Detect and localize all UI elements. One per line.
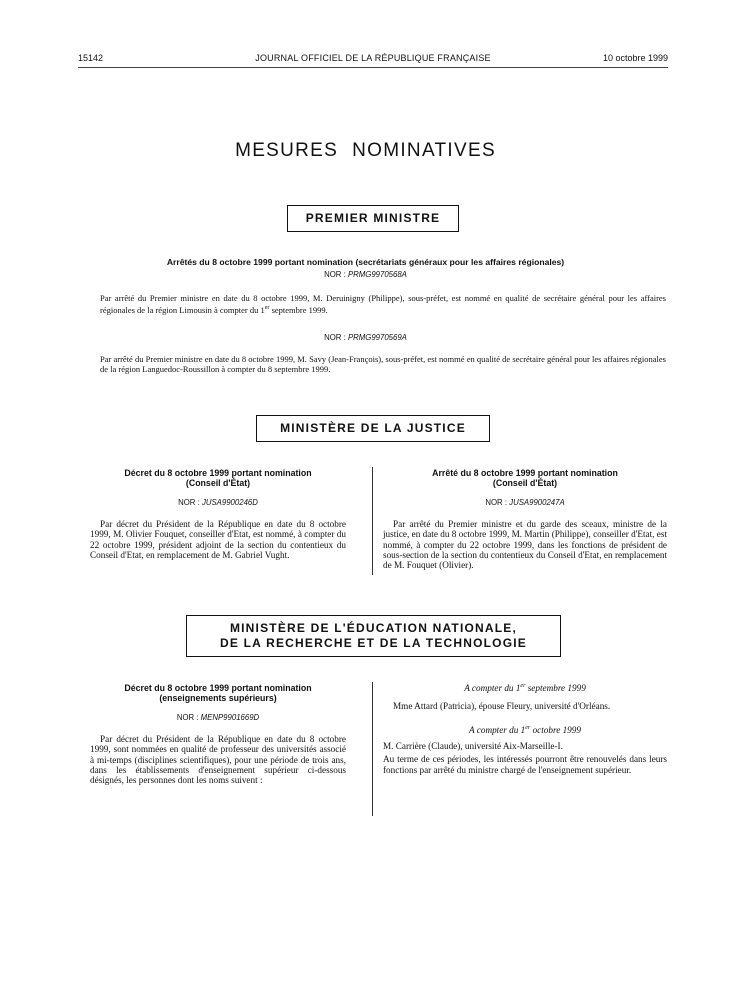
- nor-prefix: NOR :: [324, 270, 346, 279]
- main-title-word-1: MESURES: [235, 140, 339, 161]
- education-right-column: [383, 683, 667, 775]
- nor-line-1: [90, 270, 641, 279]
- section-box-education: [186, 615, 561, 657]
- decret-text: Par décret du Président de la République en date du 8 octobre 1999, sont nommées en qualité de professeur des universités associé à mi-temps (disciplines scientifiques), pour une période de trois ans, dans les établissements d'enseignement supérieur ci-dessous désignés, les personnes dont les noms suivent :: [90, 734, 346, 786]
- arrete-paragraph-2: Par arrêté du Premier ministre en date du 8 octobre 1999, M. Savy (Jean-François), sous-préfet, est nommé en qualité de secrétaire général pour les affaires régionales de la région Languedoc-Roussillon à compter du 8 septembre 1999.: [100, 354, 666, 374]
- main-title: [0, 140, 731, 162]
- nor-code: PRMG9970568A: [347, 270, 407, 279]
- arrete-text: Par arrêté du Premier ministre et du garde des sceaux, ministre de la justice, en date du 8 octobre 1999, M. Martin (Philippe), conseiller d'Etat, est nommé, à compter du 22 octobre 1999, dans les fonctions de président de sous-section de la section du contentieux du Conseil d'Etat, en remplacement de M. Fouquet (Olivier).: [383, 519, 667, 571]
- justice-right-column: [383, 468, 667, 570]
- nor-prefix: NOR :: [324, 333, 346, 342]
- decret-title: Décret du 8 octobre 1999 portant nomination (enseignements supérieurs): [124, 683, 312, 703]
- nor-code: MENP9901669D: [200, 713, 260, 722]
- issue-date: 10 octobre 1999: [602, 53, 668, 63]
- nor-line: NOR : JUSA9900246D: [178, 498, 258, 507]
- date-heading-1: A compter du 1er septembre 1999: [464, 683, 586, 694]
- arrete-paragraph-1: Par arrêté du Premier ministre en date du 8 octobre 1999, M. Deruinigny (Philippe), sous-préfet, est nommé en qualité de secrétaire général pour les affaires régionales de la région Limousin à compter du 1er septembre 1999.: [100, 293, 666, 315]
- nor-code: JUSA9900247A: [509, 498, 565, 507]
- education-box-line-1: MINISTÈRE DE L'ÉDUCATION NATIONALE,: [229, 621, 518, 635]
- education-box-line-2: DE LA RECHERCHE ET DE LA TECHNOLOGIE: [220, 636, 527, 650]
- column-divider: [372, 467, 373, 575]
- arretes-title: Arrêtés du 8 octobre 1999 portant nomination (secrétariats généraux pour les affaires régionales): [166, 257, 565, 267]
- section-box-premier-ministre: PREMIER MINISTRE: [287, 205, 459, 232]
- education-left-column: [90, 683, 346, 785]
- header-rule: [78, 67, 668, 68]
- nor-line-2: [90, 333, 641, 342]
- section-box-justice: MINISTÈRE DE LA JUSTICE: [256, 415, 490, 442]
- nor-code: JUSA9900246D: [201, 498, 258, 507]
- arrete-title: Arrêté du 8 octobre 1999 portant nomination (Conseil d'État): [432, 468, 618, 488]
- journal-title: JOURNAL OFFICIEL DE LA RÉPUBLIQUE FRANÇAISE: [255, 53, 491, 63]
- nor-code: PRMG9970569A: [347, 333, 407, 342]
- justice-left-column: [90, 468, 346, 560]
- nomination-entry-1: Mme Attard (Patricia), épouse Fleury, université d'Orléans.: [393, 701, 611, 712]
- page-number: 15142: [78, 53, 104, 63]
- page-header: [78, 53, 668, 67]
- nomination-entry-2: M. Carrière (Claude), université Aix-Marseille-I.: [383, 741, 563, 752]
- closing-text: Au terme de ces périodes, les intéressés pourront être renouvelés dans leurs fonctions par arrêté du ministre chargé de l'enseignement supérieur.: [383, 754, 667, 775]
- main-title-word-2: NOMINATIVES: [352, 140, 496, 161]
- decret-text: Par décret du Président de la République en date du 8 octobre 1999, M. Olivier Fouquet, conseiller d'Etat, est nommé, à compter du 22 octobre 1999, président adjoint de la section du contentieux du Conseil d'Etat, en remplacement de M. Gabriel Vught.: [90, 519, 346, 560]
- nor-line: NOR : MENP9901669D: [176, 713, 260, 722]
- column-divider: [372, 682, 373, 816]
- decret-title: Décret du 8 octobre 1999 portant nomination (Conseil d'État): [124, 468, 312, 488]
- nor-line: NOR : JUSA9900247A: [485, 498, 565, 507]
- date-heading-2: A compter du 1er octobre 1999: [469, 725, 581, 736]
